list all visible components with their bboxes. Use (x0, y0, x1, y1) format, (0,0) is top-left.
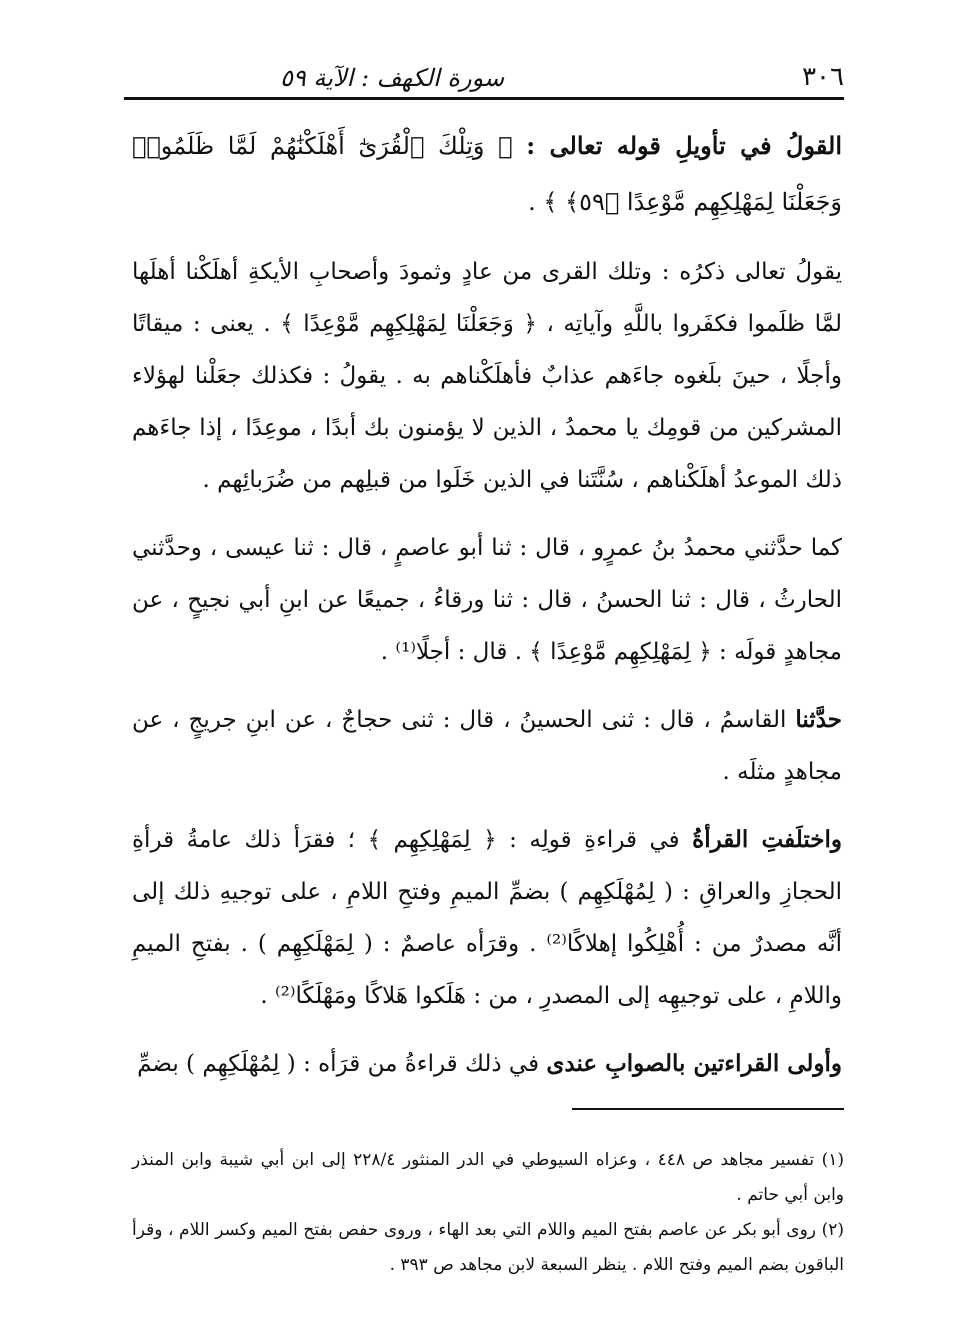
paragraph-text: في ذلك قراءةُ من قرَأه : ( لِمُهْلَكِهِم ) بضمِّ (137, 1051, 547, 1077)
paragraph-text: ﴿ وَتِلْكَ ٱلْقُرَىٰٓ أَهْلَكْنَٰهُمْ لَمَّا ظَلَمُوا۟ وَجَعَلْنَا لِمَهْلِكِهِم مَّوْعِدًا ﴿٥٩﴾ ﴾ . (132, 132, 842, 216)
paragraph-narration-1 (132, 522, 842, 678)
paragraph-verse-heading (132, 118, 842, 230)
main-text (132, 118, 842, 1106)
paragraph-text: في قراءةِ قولِه : ﴿ لِمَهْلِكِهِم ﴾ ؛ فقرَأ ذلك عامةُ قرأةِ الحجازِ والعراقِ : ( لِمُهْلَكِهِم ) بضمِّ الميمِ وفتحِ اللامِ ، على توجيهِ ذلك إلى أنَّه مصدرٌ من : أُهْلِكُوا إهلاكًا⁽²⁾ . وقرَأه عاصمٌ : ( لِمَهْلَكِهِم ) . بفتحِ الميمِ واللامِ ، على توجيهِه إلى المصدرِ ، من : هَلَكوا هَلاكًا ومَهْلَكًا⁽²⁾ . (132, 827, 842, 1009)
paragraph-lead: وأولى القراءتين بالصوابِ عندى (546, 1050, 842, 1077)
footnote-1: (١) تفسير مجاهد ص ٤٤٨ ، وعزاه السيوطي في الدر المنثور ٢٢٨/٤ إلى ابن أبي شيبة وابن المنذر وابن أبي حاتم . (132, 1150, 844, 1205)
paragraph-lead: حدَّثنا (795, 706, 842, 733)
paragraph-text: القاسمُ ، قال : ثنى الحسينُ ، قال : ثنى حجاجٌ ، عن ابنِ جريجٍ ، عن مجاهدٍ مثلَه . (132, 707, 842, 785)
paragraph-commentary (132, 246, 842, 506)
page-number: ٣٠٦ (802, 62, 844, 92)
paragraph-preferred-reading (132, 1038, 842, 1090)
paragraph-lead: واختلَفتِ القرأةُ (692, 826, 842, 853)
footnote-2: (٢) روى أبو بكر عن عاصم بفتح الميم واللام التي بعد الهاء ، وروى حفص بفتح الميم وكسر اللام ، وقرأ الباقون بضم الميم وفتح اللام . ينظر السبعة لابن مجاهد ص ٣٩٣ . (132, 1220, 844, 1275)
paragraph-lead: القولُ في تأويلِ قوله تعالى : (526, 131, 842, 160)
footnotes (132, 1143, 844, 1283)
running-title: سورة الكهف : الآية ٥٩ (280, 64, 505, 92)
paragraph-narration-2 (132, 694, 842, 798)
page-header (120, 40, 844, 92)
footnote-rule (572, 1108, 844, 1110)
paragraph-text: كما حدَّثني محمدُ بنُ عمرٍو ، قال : ثنا أبو عاصمٍ ، قال : ثنا عيسى ، وحدَّثني الحارثُ ، قال : ثنا الحسنُ ، قال : ثنا ورقاءُ ، جميعًا عن ابنِ أبي نجيحٍ ، عن مجاهدٍ قولَه : ﴿ لِمَهْلِكِهِم مَّوْعِدًا ﴾ . قال : أجلًا⁽¹⁾ . (132, 535, 842, 665)
paragraph-readings (132, 814, 842, 1022)
header-rule (124, 97, 844, 100)
paragraph-text: يقولُ تعالى ذكرُه : وتلك القرى من عادٍ وثمودَ وأصحابِ الأيكةِ أهلَكْنا أهلَها لمَّا ظلَموا فكفَروا باللَّهِ وآياتِه ، ﴿ وَجَعَلْنَا لِمَهْلِكِهِم مَّوْعِدًا ﴾ . يعنى : ميقاتًا وأجلًا ، حينَ بلَغوه جاءَهم عذابٌ فأهلَكْناهم به . يقولُ : فكذلك جعَلْنا لهؤلاء المشركين من قومِك يا محمدُ ، الذين لا يؤمنون بك أبدًا ، موعِدًا ، إذا جاءَهم ذلك الموعدُ أهلَكْناهم ، سُنَّتَنا في الذين خَلَوا من قبلِهم من ضُرَبائِهم . (132, 259, 842, 493)
